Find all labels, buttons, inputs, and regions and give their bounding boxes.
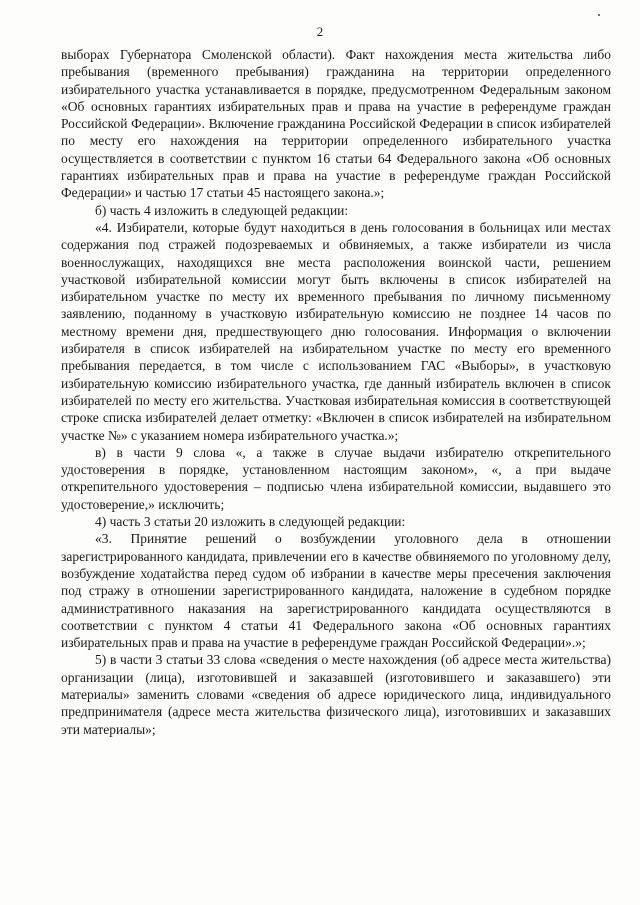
paragraph-part-3-text: «3. Принятие решений о возбуждении уголовного дела в отношении зарегистрированного кандидата, привлечении его в качестве обвиняемого по уголовному делу, возбуждение ходатайства перед судом об избрании в качестве меры пресечения заключения под стражу в отношении зарегистрированного кандидата, наложение в судебном порядке административного наказания на зарегистрированного кандидата осуществляются в соответствии с пунктом 4 статьи 41 Федерального закона «Об основных гарантиях избирательных прав и права на участие в референдуме граждан Российской Федерации».»;	[61, 531, 611, 651]
document-body	[61, 46, 611, 738]
paragraph-item-5: 5) в части 3 статьи 33 слова «сведения о месте нахождения (об адресе места жительства) организации (лица), изготовившей и заказавшей (изготовившего и заказавшего) эти материалы» заменить словами «сведения об адресе юридического лица, индивидуального предпринимателя (адресе места жительства физического лица), изготовивших и заказавших эти материалы»;	[61, 652, 611, 737]
paragraph-part-4-text: «4. Избиратели, которые будут находиться в день голосования в больницах или местах содержания под стражей подозреваемых и обвиняемых, а также избиратели из числа военнослужащих, находящихся вне места расположения воинской части, решением участковой избирательной комиссии могут быть включены в список избирателей на избирательном участке по месту их временного пребывания по личному письменному заявлению, поданному в участковую избирательную комиссию не позднее 14 часов по местному времени дня, предшествующего дню голосования. Информация о включении избирателя в список избирателей на избирательном участке по месту его временного пребывания передается, в том числе с использованием ГАС «Выборы», в участковую избирательную комиссию избирательного участка, где данный избиратель включен в список избирателей по месту его жительства. Участковая избирательная комиссия в соответствующей строке списка избирателей делает отметку: «Включен в список избирателей на избирательном участке №» с указанием номера избирательного участка.»;	[61, 219, 611, 443]
paragraph-item-b: б) часть 4 изложить в следующей редакции:	[95, 202, 349, 218]
paragraph-continuation: выборах Губернатора Смоленской области). Факт нахождения места жительства либо пребывания (временного пребывания) гражданина на территории определенного избирательного участка устанавливается в порядке, предусмотренном Федеральным законом «Об основных гарантиях избирательных прав и права на участие в референдуме граждан Российской Федерации». Включение гражданина Российской Федерации в список избирателей по месту его нахождения на территории определенного избирательного участка осуществляется в соответствии с пунктом 16 статьи 64 Федерального закона «Об основных гарантиях избирательных прав и права на участие в референдуме граждан Российской Федерации» и частью 17 статьи 45 настоящего закона.»;	[61, 47, 611, 201]
page-number: 2	[316, 24, 324, 39]
paragraph-item-4: 4) часть 3 статьи 20 изложить в следующей редакции:	[95, 514, 406, 530]
paragraph-item-v: в) в части 9 слова «, а также в случае выдачи избирателю открепительного удостоверения в порядке, установленном настоящим законом», «, а при выдаче открепительного удостоверения – подписью члена избирательной комиссии, выдавшего это удостоверение,» исключить;	[61, 444, 611, 512]
scan-speck	[598, 14, 600, 16]
